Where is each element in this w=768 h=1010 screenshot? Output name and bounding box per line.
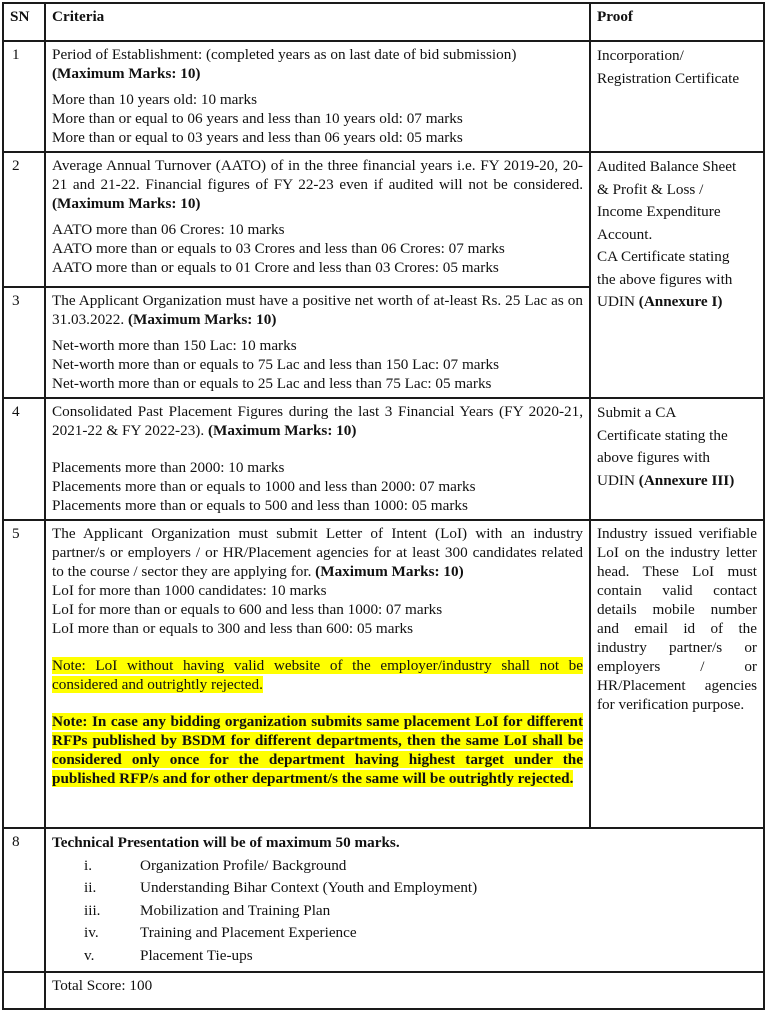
criteria-intro: Period of Establishment: (completed years as on last date of bid submission) — [52, 46, 517, 63]
proof-cell — [590, 41, 764, 152]
proof-text: & Profit & Loss / — [597, 180, 704, 198]
proof-text: UDIN (Annexure I) — [597, 293, 723, 310]
scoring-slab: LoI more than or equals to 300 and less than 600: 05 marks — [52, 620, 414, 637]
list-item: ii. Understanding Bihar Context (Youth and Employment) — [84, 879, 478, 896]
list-item: v. Placement Tie-ups — [84, 946, 253, 964]
highlighted-note: Note: LoI without having valid website of the employer/industry shall not be considered and outrightly rejected. — [52, 657, 583, 693]
criteria-intro: The Applicant Organization must have a positive net worth of at-least Rs. 25 Lac as on 31.03.2022. (Maximum Marks: 10) — [52, 292, 583, 328]
scoring-slab: AATO more than or equals to 01 Crore and less than 03 Crores: 05 marks — [52, 259, 499, 276]
total-score: Total Score: 100 — [45, 972, 764, 1009]
presentation-topics — [52, 855, 757, 968]
proof-text: Certificate stating the — [597, 426, 728, 444]
total-row — [3, 972, 764, 1009]
row-sn: 8 — [3, 828, 45, 972]
scoring-slab: Placements more than or equals to 500 and less than 1000: 05 marks — [52, 497, 468, 514]
proof-text: CA Certificate stating — [597, 248, 730, 265]
table-row — [3, 41, 764, 152]
scoring-slab: AATO more than or equals to 03 Crores and less than 06 Crores: 07 marks — [52, 240, 505, 257]
proof-text: Audited Balance Sheet — [597, 158, 737, 175]
scoring-slab: Placements more than or equals to 1000 and less than 2000: 07 marks — [52, 478, 476, 495]
proof-text: Account. — [597, 225, 653, 243]
criteria-intro: Average Annual Turnover (AATO) of in the three financial years i.e. FY 2019-20, 20-21 and 21-22. Financial figures of FY 22-23 even if audited will not be considered. (Maximum Marks: 10) — [52, 157, 583, 212]
max-marks: (Maximum Marks: 10) — [127, 311, 277, 328]
highlighted-note-bold: Note: In case any bidding organization submits same placement LoI for different RFPs published by BSDM for different departments, then the same LoI shall be considered only once for the department having highest target under the published RFP/s and for other department/s the same will be outrightly rejected. — [52, 713, 583, 787]
criteria-cell — [45, 41, 590, 152]
max-marks: (Maximum Marks: 10) — [52, 65, 201, 82]
evaluation-criteria-table — [2, 2, 765, 1010]
empty-sn-cell — [3, 972, 45, 1009]
criteria-cell — [45, 152, 590, 287]
scoring-slab: Net-worth more than or equals to 75 Lac and less than 150 Lac: 07 marks — [52, 356, 500, 373]
scoring-slab: Net-worth more than or equals to 25 Lac and less than 75 Lac: 05 marks — [52, 375, 492, 392]
proof-text: Industry issued verifiable LoI on the industry letter head. These LoI must contain valid contact details mobile number and email id of the industry partner/s or employers / or HR/Placement agencies for verification purpose. — [597, 525, 757, 713]
table-row — [3, 520, 764, 828]
list-item: iv. Training and Placement Experience — [84, 924, 357, 941]
proof-text: Submit a CA — [597, 404, 677, 421]
header-sn: SN — [3, 3, 45, 41]
row-sn: 2 — [3, 152, 45, 287]
list-item: i. Organization Profile/ Background — [84, 856, 347, 874]
criteria-cell — [45, 520, 590, 828]
proof-cell — [590, 520, 764, 828]
scoring-slab: LoI for more than 1000 candidates: 10 marks — [52, 582, 327, 599]
header-criteria: Criteria — [45, 3, 590, 41]
scoring-slab: More than or equal to 06 years and less than 10 years old: 07 marks — [52, 110, 463, 127]
proof-text: Income Expenditure — [597, 203, 721, 220]
table-header-row — [3, 3, 764, 41]
proof-text: the above figures with — [597, 270, 733, 288]
scoring-slab: More than or equal to 03 years and less than 06 years old: 05 marks — [52, 129, 463, 146]
table-row — [3, 152, 764, 287]
proof-text: Incorporation/ — [597, 47, 684, 64]
proof-text: above figures with — [597, 449, 711, 466]
scoring-slab: More than 10 years old: 10 marks — [52, 91, 257, 108]
max-marks: (Maximum Marks: 10) — [315, 563, 464, 580]
proof-text: UDIN (Annexure III) — [597, 471, 735, 489]
scoring-slab: Placements more than 2000: 10 marks — [52, 459, 285, 476]
row-sn: 5 — [3, 520, 45, 828]
proof-text: Registration Certificate — [597, 69, 740, 87]
criteria-intro: Consolidated Past Placement Figures during the last 3 Financial Years (FY 2020-21, 2021-22 & FY 2022-23). (Maximum Marks: 10) — [52, 403, 583, 439]
scoring-slab: Net-worth more than 150 Lac: 10 marks — [52, 337, 297, 354]
row-sn: 1 — [3, 41, 45, 152]
max-marks: (Maximum Marks: 10) — [207, 422, 357, 439]
header-proof: Proof — [590, 3, 764, 41]
annexure-ref: (Annexure III) — [638, 471, 735, 489]
row-sn: 3 — [3, 287, 45, 398]
section-title: Technical Presentation will be of maximum 50 marks. — [52, 834, 400, 851]
annexure-ref: (Annexure I) — [638, 293, 723, 310]
scoring-slab: AATO more than 06 Crores: 10 marks — [52, 221, 285, 238]
proof-cell — [590, 152, 764, 398]
criteria-cell — [45, 398, 590, 520]
criteria-cell — [45, 287, 590, 398]
criteria-cell — [45, 828, 764, 972]
table-row — [3, 828, 764, 972]
proof-cell — [590, 398, 764, 520]
max-marks: (Maximum Marks: 10) — [52, 195, 201, 212]
scoring-slab: LoI for more than or equals to 600 and less than 1000: 07 marks — [52, 601, 443, 618]
list-item: iii. Mobilization and Training Plan — [84, 901, 331, 919]
criteria-intro: The Applicant Organization must submit Letter of Intent (LoI) with an industry partner/s or employers / or HR/Placement agencies for at least 300 candidates related to the course / sector they are applying for. (Maximum Marks: 10) — [52, 525, 583, 580]
table-row — [3, 398, 764, 520]
row-sn: 4 — [3, 398, 45, 520]
